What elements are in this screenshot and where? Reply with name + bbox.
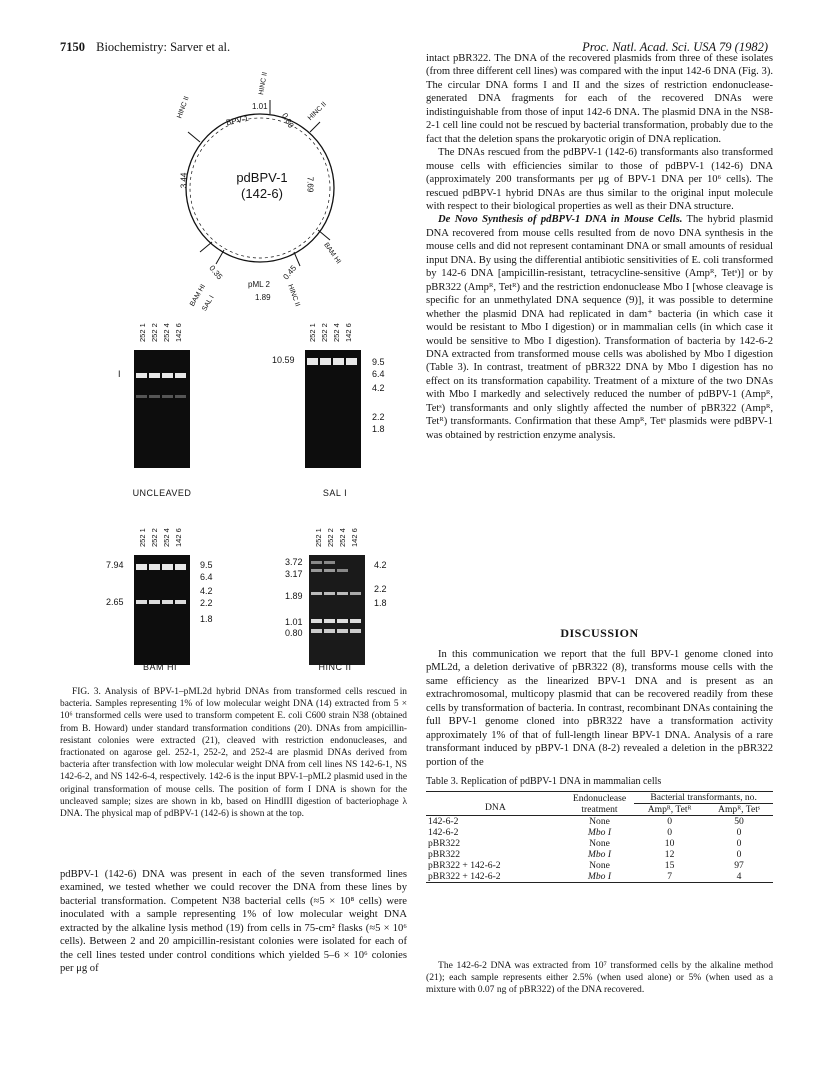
gel-hinc-marker: 1.8 — [374, 598, 387, 608]
gel-hinc-marker: 4.2 — [374, 560, 387, 570]
gel-hinc-size: 1.01 — [285, 617, 303, 627]
table-cell-b: 50 — [734, 816, 744, 827]
table-cell-a: 0 — [667, 827, 672, 838]
map-site-hinc-2: HINC II — [258, 71, 269, 96]
table-cell-a: 12 — [664, 849, 675, 860]
section-heading-de-novo: De Novo Synthesis of pdBPV-1 DNA in Mouse Cells. — [438, 214, 683, 226]
map-site-bam-1: BAM HI — [322, 241, 342, 266]
map-label-bpv: BPV-1 — [225, 113, 250, 128]
gel-hinc-size: 3.17 — [285, 569, 303, 579]
map-title-line1: pdBPV-1 — [236, 170, 288, 185]
table-cell-endo: None — [589, 838, 610, 849]
gel-hinc-marker: 2.2 — [374, 584, 387, 594]
map-site-hinc-4: HINC II — [286, 283, 301, 308]
table-3-title: Table 3. Replication of pdBPV-1 DNA in mammalian cells — [426, 776, 662, 787]
map-title — [222, 170, 302, 202]
table-cell-endo: Mbo I — [587, 849, 612, 860]
map-value-189: 1.89 — [255, 293, 271, 302]
gel-sal-marker: 9.5 — [372, 357, 385, 367]
map-label-pml: pML 2 — [248, 280, 270, 289]
gel-bam-size: 7.94 — [106, 560, 124, 570]
lane-label: 252 4 — [162, 323, 171, 342]
col-header-endonuclease: Endonuclease treatment — [572, 793, 627, 815]
table-cell-a: 10 — [664, 838, 675, 849]
map-title-line2: (142-6) — [241, 186, 283, 201]
map-value-080: 0.80 — [279, 111, 296, 130]
gel-bam-marker: 2.2 — [200, 598, 213, 608]
col-header-dna: DNA — [485, 802, 506, 813]
journal-section: Biochemistry: Sarver et al. — [96, 40, 231, 54]
gel-uncleaved-label: UNCLEAVED — [132, 488, 192, 498]
table-cell-endo: None — [589, 860, 610, 871]
lane-label: 142 6 — [344, 323, 353, 342]
lane-label: 252 4 — [338, 528, 347, 547]
table-cell-dna: 142-6-2 — [428, 816, 459, 827]
gel-bam-marker: 4.2 — [200, 586, 213, 596]
discussion-heading: DISCUSSION — [560, 626, 639, 640]
lane-label: 142 6 — [174, 528, 183, 547]
gel-uncleaved — [134, 350, 190, 468]
discussion-body — [426, 648, 773, 769]
gel-sal-size: 10.59 — [272, 355, 295, 365]
table-cell-a: 7 — [667, 871, 672, 882]
paragraph-3-text: The hybrid plasmid DNA recovered from mouse cells resulted from de novo DNA synthesis in the mouse cells and did not represent contaminant DNA or small amounts of residual input DNA. By using the differential antibiotic sensitivities of E. coli transformed by 142-6 DNA [ampicillin-resistant, tetracycline-sensitive (Ampᴿ, Tetˢ)] or by pBR322 (Ampᴿ, Tetᴿ) and the restriction endonuclease Mbo I [whose cleavage is specific for an unmethylated DNA sequence (9)], it was possible to determine whether the plasmid DNA had replicated in dam⁺ bacteria (in which case it would be resistant to Mbo I digestion) or in mammalian cells (in which case it would be sensitive to Mbo I digestion). Transformation of bacteria by 142-6-2 DNA extracted from transformed mouse cells was abolished by Mbo I digestion (Table 3). In contrast, treatment of pBR322 DNA by Mbo I digestion has no effect on its transformation capability. Treatment of a mixture of the two DNAs with Mbo I markedly and selectively reduced the number of pdBPV-1 (Ampᴿ, Tetˢ) transformants and only slightly affected the number of pBR322 (Ampᴿ, Tetᴿ) transformants. Confirmation that these Ampᴿ, Tetˢ plasmids were pdBPV-1 was obtained by restriction enzyme analysis. — [426, 214, 773, 441]
col-header-amp-tetr: Ampᴿ, Tetᴿ — [647, 804, 692, 815]
running-header-right: Proc. Natl. Acad. Sci. USA 79 (1982) — [582, 40, 768, 54]
paragraph-1: intact pBR322. The DNA of the recovered plasmids from three of these isolates (from three different cell lines) was compared with the input 142-6 DNA (Fig. 3). The circular DNA forms I and II and the sizes of restriction endonuclease-generated DNA fragments for each of the recovered DNAs were indistinguishable from those of input 142-6 DNA. The plasmid DNA in the NS8-2-1 cell line could not be rescued by bacterial transformation, probably due to the fact that the deletion spans the prokaryotic origin of DNA replication. — [426, 53, 773, 145]
map-value-035: 0.35 — [207, 263, 225, 282]
table-cell-dna: pBR322 — [428, 849, 460, 860]
gel-hinc-size: 3.72 — [285, 557, 303, 567]
table-cell-endo: Mbo I — [587, 827, 612, 838]
map-value-045: 0.45 — [281, 263, 299, 282]
paragraph-4: In this communication we report that the full BPV-1 genome cloned into pML2d, a deletion derivative of pBR322 (8), transforms mouse cells with the same efficiency as the linearized BPV-1 DNA and is present as an extrachromosomal, multicopy plasmid that can be recovered readily from these cells by transformation of bacteria. In contrast, recombinant DNAs containing the full BPV-1 genome cloned into pBR322 have a transformation activity approximately 1% of that of full-length linear BPV-1 DNA. Analysis of a rare transformant induced by pBPV-1 DNA (8-2) revealed a deletion in the pBR322 portion of the — [426, 649, 773, 768]
figure-caption — [60, 686, 407, 820]
paragraph-2: The DNAs rescued from the pdBPV-1 (142-6) transformants also transformed mouse cells with efficiencies similar to those of pdBPV-1 (142-6) DNA (approximately 200 transformants per μg of BPV-1 DNA per 10⁶ cells). The rescued pdBPV-1 hybrid DNAs are thus similar to the original input molecule with respect to their biological properties as well as their DNA structure. — [426, 147, 773, 212]
gel-hinc-size: 1.89 — [285, 591, 303, 601]
left-column-body — [60, 868, 407, 976]
lane-label: 252 2 — [320, 323, 329, 342]
table-cell-b: 0 — [736, 827, 742, 838]
table-cell-b: 97 — [734, 860, 744, 871]
lane-label: 142 6 — [350, 528, 359, 547]
table-cell-b: 0 — [736, 838, 742, 849]
table-cell-dna: pBR322 + 142-6-2 — [428, 871, 501, 882]
lane-label: 252 1 — [138, 323, 147, 342]
col-header-group: Bacterial transformants, no. — [634, 792, 773, 804]
gel-sal-marker: 4.2 — [372, 383, 385, 393]
map-site-bam-2: BAM HI — [189, 283, 208, 308]
gel-bam-marker: 1.8 — [200, 614, 213, 624]
gel-hinc — [309, 555, 365, 665]
gel-bam — [134, 555, 190, 665]
table-cell-a: 0 — [667, 816, 672, 827]
gel-bam-label: BAM HI — [142, 662, 177, 672]
table-cell-a: 15 — [664, 860, 675, 871]
lane-label: 252 4 — [162, 528, 171, 547]
gel-sal-marker: 1.8 — [372, 424, 385, 434]
map-site-hinc-1: HINC II — [176, 95, 191, 120]
table-3-footnote: The 142-6-2 DNA was extracted from 10⁷ transformed cells by the alkaline method (21); each sample represents either 2.5% (when used alone) or 5% (when used as a mixture with 0.07 ng of pBR322) of the DNA recovered. — [426, 960, 773, 996]
gel-sal-label: SAL I — [322, 488, 348, 498]
map-site-hinc-3: HINC II — [306, 100, 329, 123]
paragraph-3 — [426, 213, 773, 442]
gel-uncleaved-form-label: I — [118, 369, 121, 379]
right-column-body — [426, 52, 773, 442]
col-header-amp-tets: Ampᴿ, Tetˢ — [718, 804, 760, 815]
map-site-sal: SAL I — [201, 294, 216, 313]
table-3 — [426, 776, 773, 883]
map-value-344: 3.44 — [179, 172, 189, 189]
table-cell-endo: Mbo I — [587, 871, 612, 882]
running-header-left — [60, 40, 230, 55]
gel-sal — [305, 350, 361, 468]
map-value-101: 1.01 — [252, 102, 268, 111]
gel-sal-marker: 2.2 — [372, 412, 385, 422]
gel-hinc-label: HINC II — [318, 662, 352, 672]
lane-label: 142 6 — [174, 323, 183, 342]
gel-bam-size: 2.65 — [106, 597, 124, 607]
gel-bam-marker: 9.5 — [200, 560, 213, 570]
lane-label: 252 2 — [326, 528, 335, 547]
gel-sal-marker: 6.4 — [372, 369, 385, 379]
table-3-grid — [426, 791, 773, 883]
figure-caption-text: FIG. 3. Analysis of BPV-1–pML2d hybrid DNAs from transformed cells rescued in bacteria. Samples representing 1% of low molecular weight DNA (14) extracted from 5 × 10⁶ transformed cells were used to transform competent E. coli C600 strain N38 (obtained from B. Howard) under standard transformation conditions (20). DNAs from ampicillin-resistant colonies were extracted (21), cleaved with restriction endonucleases, and fractionated on agarose gel. 252-1, 252-2, and 252-4 are plasmid DNAs derived from bacteria after transfection with low molecular weight DNA from cell lines NS 142-6-1, NS 142-6-2, and NS 142-6-4, respectively. 142-6 is the input BPV-1–pML2 plasmid used in the original transformation of mouse cells. The position of form I DNA is shown for the uncleaved sample; sizes are shown in kb, based on HindIII digestion of bacteriophage λ DNA. The physical map of pdBPV-1 (142-6) is shown at the top. — [60, 687, 407, 820]
lane-label: 252 1 — [138, 528, 147, 547]
table-cell-b: 0 — [736, 849, 742, 860]
page-number: 7150 — [60, 40, 85, 54]
map-value-769: 7.69 — [305, 176, 315, 193]
lane-label: 252 2 — [150, 323, 159, 342]
table-cell-dna: pBR322 — [428, 838, 460, 849]
lane-label: 252 1 — [314, 528, 323, 547]
table-cell-b: 4 — [736, 871, 742, 882]
table-cell-dna: 142-6-2 — [428, 827, 459, 838]
left-body-paragraph: pdBPV-1 (142-6) DNA was present in each of the seven transformed lines examined, we tested whether we could recover the DNA from these lines by bacterial transformation. Competent N38 bacterial cells (≈5 × 10⁸ cells) were inoculated with a sample representing 1% of low molecular weight DNA extracted by the alkaline lysis method (19) from cells in 75-cm² flasks (≈5 × 10⁶ cells). Between 2 and 20 ampicillin-resistant colonies were isolated for each of the cell lines tested under control conditions which yielded 5–6 × 10⁶ colonies per μg of — [60, 869, 407, 975]
lane-label: 252 1 — [308, 323, 317, 342]
table-cell-dna: pBR322 + 142-6-2 — [428, 860, 501, 871]
gel-bam-marker: 6.4 — [200, 572, 213, 582]
lane-label: 252 4 — [332, 323, 341, 342]
gel-hinc-size: 0.80 — [285, 628, 303, 638]
table-cell-endo: None — [589, 816, 610, 827]
lane-label: 252 2 — [150, 528, 159, 547]
